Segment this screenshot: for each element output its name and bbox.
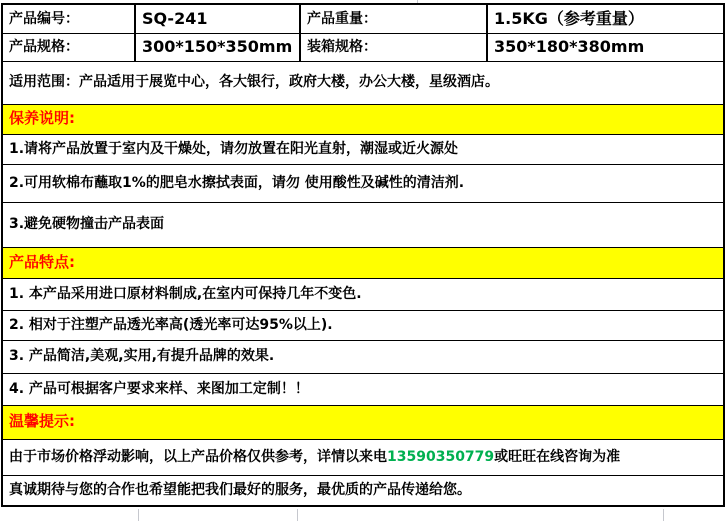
feature-item-3: 3. 产品简洁,美观,实用,有提升品牌的效果. bbox=[2, 340, 724, 373]
feature-item-2: 2. 相对于注塑产品透光率高(透光率可达95%以上). bbox=[2, 310, 724, 340]
product-size-value: 300*150*350mm bbox=[135, 33, 300, 61]
notice-line2-row bbox=[2, 475, 724, 506]
product-code-value: SQ-241 bbox=[135, 4, 300, 33]
gridline bbox=[138, 509, 139, 521]
maintenance-item-row bbox=[2, 164, 724, 202]
spec-row-code-weight bbox=[2, 4, 724, 33]
packing-size-label: 装箱规格： bbox=[300, 33, 487, 61]
feature-item-row bbox=[2, 373, 724, 405]
notice-line1-row bbox=[2, 439, 724, 475]
feature-item-row bbox=[2, 340, 724, 373]
notice-header-row bbox=[2, 405, 724, 439]
feature-item-1: 1. 本产品采用进口原材料制成,在室内可保持几年不变色. bbox=[2, 278, 724, 310]
bottom-grid-sliver bbox=[0, 509, 725, 521]
scope-text: 适用范围：产品适用于展览中心，各大银行，政府大楼，办公大楼，星级酒店。 bbox=[2, 61, 724, 104]
maintenance-item-1: 1.请将产品放置于室内及干燥处，请勿放置在阳光直射，潮湿或近火源处 bbox=[2, 134, 724, 164]
maintenance-item-3: 3.避免硬物撞击产品表面 bbox=[2, 202, 724, 247]
maintenance-header-row bbox=[2, 104, 724, 134]
product-spec-table bbox=[1, 3, 725, 507]
gridline bbox=[663, 509, 664, 521]
maintenance-item-2: 2.可用软棉布蘸取1%的肥皂水擦拭表面，请勿 使用酸性及碱性的清洁剂. bbox=[2, 164, 724, 202]
notice-line2: 真诚期待与您的合作也希望能把我们最好的服务，最优质的产品传递给您。 bbox=[2, 475, 724, 506]
maintenance-item-row bbox=[2, 202, 724, 247]
notice-title: 温馨提示: bbox=[2, 405, 724, 439]
features-header-row bbox=[2, 247, 724, 278]
gridline bbox=[297, 509, 298, 521]
product-weight-label: 产品重量： bbox=[300, 4, 487, 33]
feature-item-row bbox=[2, 310, 724, 340]
notice-line1 bbox=[2, 439, 724, 475]
product-weight-value: 1.5KG（参考重量） bbox=[487, 4, 724, 33]
phone-number: 13590350779 bbox=[387, 448, 495, 465]
notice-line1-suffix: 或旺旺在线咨询为准 bbox=[494, 448, 621, 465]
spec-row-size-packing bbox=[2, 33, 724, 61]
features-title: 产品特点: bbox=[2, 247, 724, 278]
scope-row bbox=[2, 61, 724, 104]
feature-item-row bbox=[2, 278, 724, 310]
product-size-label: 产品规格： bbox=[2, 33, 135, 61]
product-code-label: 产品编号： bbox=[2, 4, 135, 33]
notice-line1-text: 由于市场价格浮动影响，以上产品价格仅供参考，详情以来电 bbox=[9, 448, 387, 465]
packing-size-value: 350*180*380mm bbox=[487, 33, 724, 61]
maintenance-item-row bbox=[2, 134, 724, 164]
maintenance-title: 保养说明: bbox=[2, 104, 724, 134]
feature-item-4: 4. 产品可根据客户要求来样、来图加工定制！！ bbox=[2, 373, 724, 405]
